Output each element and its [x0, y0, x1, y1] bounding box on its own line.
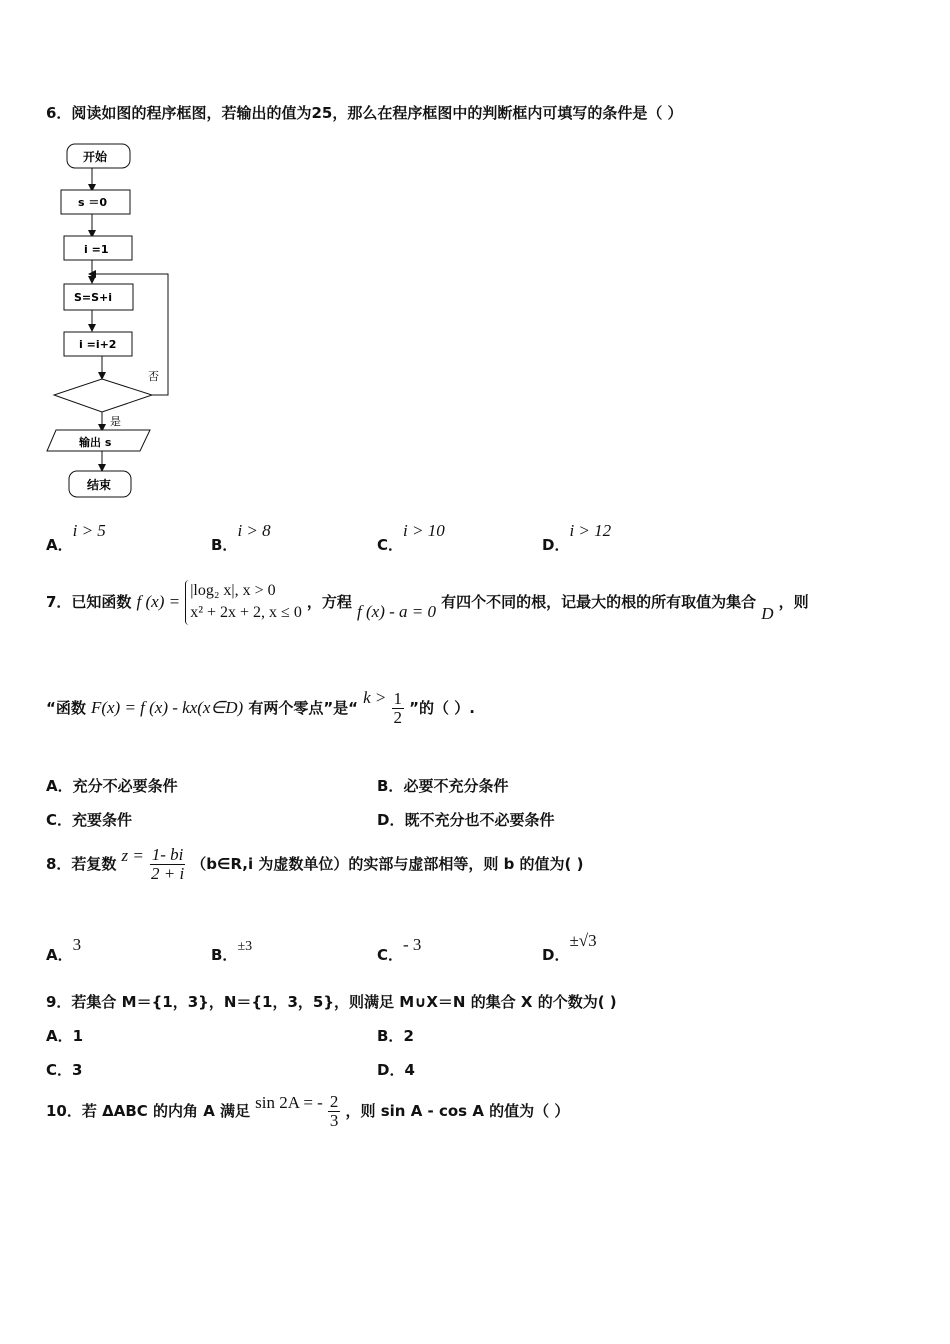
flow-output-label: 输出 s	[79, 436, 112, 449]
q8-fraction: $\frac{1- bi}{2 + i}$	[150, 845, 185, 883]
q6-option-d: D．i > 12	[542, 521, 612, 554]
q7-option-b: B．必要不充分条件	[377, 777, 509, 795]
q7-equation: f (x) - a = 0	[357, 601, 437, 621]
flow-end-label: 结束	[87, 478, 112, 492]
q6-option-c: C．i > 10	[377, 521, 445, 554]
flowchart	[44, 138, 184, 506]
flow-ii-label: i =i+2	[79, 338, 117, 351]
flow-i1-label: i =1	[84, 243, 109, 256]
q9-option-a: A．1	[46, 1027, 84, 1045]
q7-option-a: A．充分不必要条件	[46, 777, 178, 795]
q6-option-a: A．i > 5	[46, 521, 106, 554]
q10-line: 10．若 ΔABC 的内角 A 满足 sin 2A = - $\frac{2}{3}$ ，则 sin A - cos A 的值为（ ）	[46, 1092, 570, 1130]
q7-piecewise: |log₂ x|, x > 0 x² + 2x + 2, x ≤ 0	[185, 580, 302, 625]
q6-option-b: B．i > 8	[211, 521, 271, 554]
q8-line: 8．若复数 z = $\frac{1- bi}{2 + i}$ （b∈R,i 为虚数单位）的实部与虚部相等，则 b 的值为( )	[46, 845, 584, 883]
q7-Fx: F(x) = f (x) - kx(x∈D)	[90, 697, 244, 717]
q7-line2: “函数 F(x) = f (x) - kx(x∈D) 有两个零点”是“ k > $\frac{1}{2}$ ”的（ ）.	[46, 687, 475, 727]
q7-fx: f (x) =	[136, 591, 181, 611]
q8-option-d: D．±√3	[542, 931, 597, 964]
flow-no-label: 否	[148, 370, 159, 383]
flow-s0-label: s ＝0	[78, 196, 108, 209]
flow-start-label: 开始	[83, 150, 108, 164]
q9-option-d: D．4	[377, 1061, 415, 1079]
flow-ss-label: S=S+i	[74, 291, 113, 304]
q7-line1: 7．已知函数 f (x) = |log₂ x|, x > 0 x² + 2x + 2, x ≤ 0 ，方程 f (x) - a = 0 有四个不同的根，记最大的根的所有取值为集合 D ，则	[46, 582, 809, 623]
q8-option-c: C．- 3	[377, 935, 422, 964]
q7-k-fraction: $\frac{1}{2}$	[393, 689, 403, 727]
q9-text: 9．若集合 M＝{1，3}，N＝{1，3，5}，则满足 M∪X＝N 的集合 X 的个数为( )	[46, 993, 617, 1011]
flow-decision-diamond	[54, 379, 152, 412]
q9-option-c: C．3	[46, 1061, 83, 1079]
q8-option-a: A．3	[46, 935, 82, 964]
q9-option-b: B．2	[377, 1027, 414, 1045]
q7-option-d: D．既不充分也不必要条件	[377, 811, 555, 829]
flow-yes-label: 是	[110, 415, 121, 428]
q8-option-b: B．±3	[211, 939, 253, 964]
q7-set-d: D	[761, 603, 774, 623]
q7-option-c: C．充要条件	[46, 811, 133, 829]
q6-text: 6．阅读如图的程序框图，若输出的值为25，那么在程序框图中的判断框内可填写的条件是（ ）	[46, 104, 683, 122]
q10-fraction: $\frac{2}{3}$	[329, 1092, 339, 1130]
